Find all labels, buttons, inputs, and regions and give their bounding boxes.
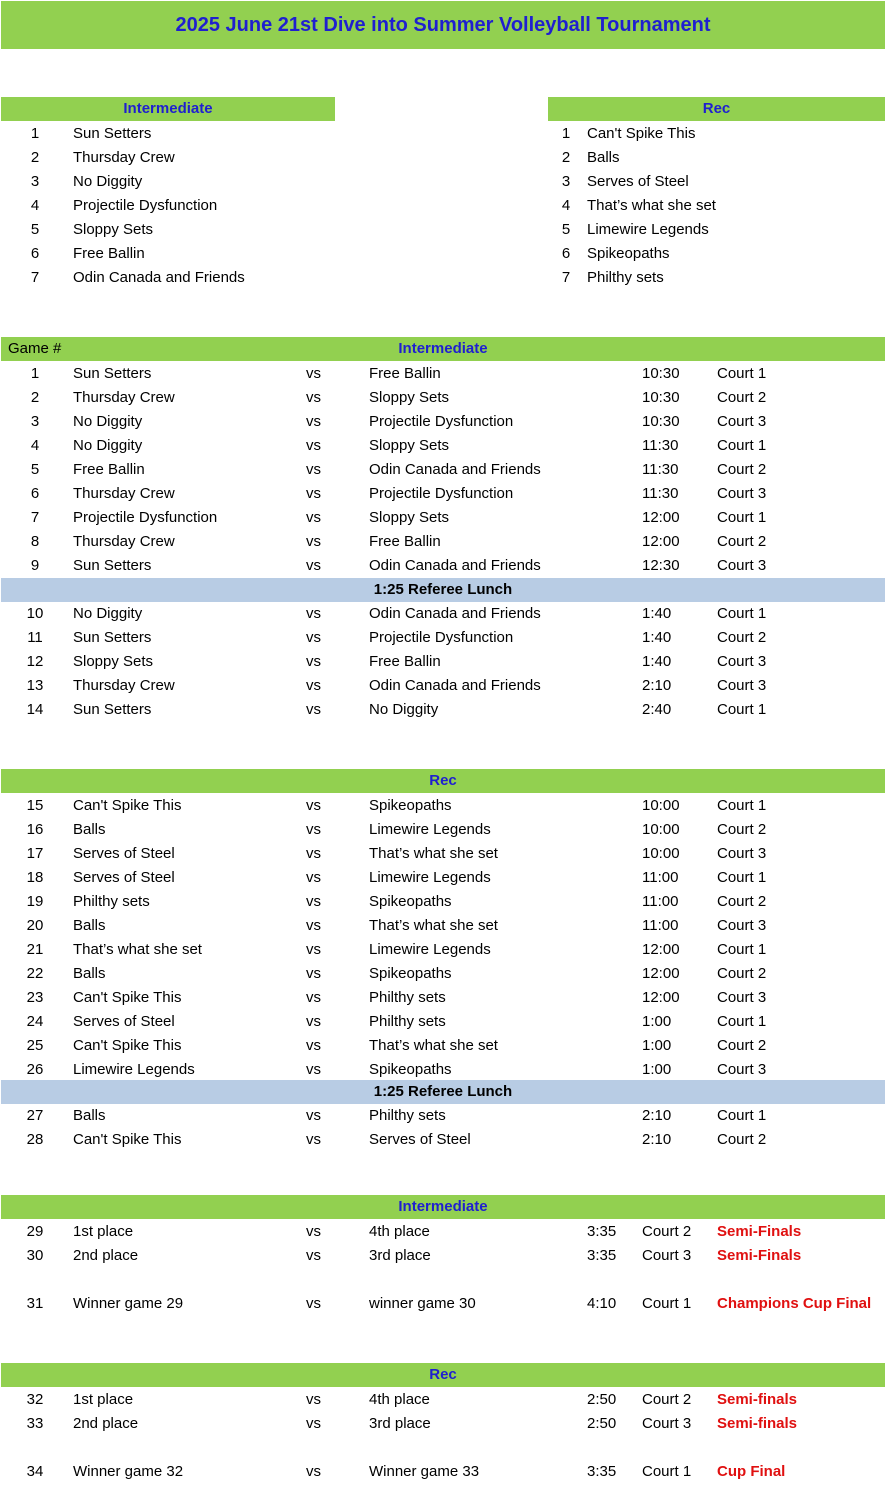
game-row [0, 650, 885, 674]
team-b: Projectile Dysfunction [369, 413, 514, 430]
game-time: 3:35 [587, 1223, 617, 1240]
vs-label: vs [306, 941, 321, 958]
game-time: 1:40 [642, 605, 672, 622]
page-title: 2025 June 21st Dive into Summer Volleyball Tournament [1, 1, 885, 49]
vs-label: vs [306, 821, 321, 838]
game-time: 10:00 [642, 797, 680, 814]
team-b: Spikeopaths [369, 797, 452, 814]
game-row [0, 1128, 885, 1152]
game-row [0, 962, 885, 986]
game-court: Court 2 [717, 1131, 767, 1148]
team-a: Thursday Crew [73, 485, 175, 502]
team-b: Odin Canada and Friends [369, 605, 541, 622]
game-time: 11:30 [642, 485, 679, 502]
game-number: 29 [26, 1223, 44, 1240]
team-b: 3rd place [369, 1247, 431, 1264]
round-label: Semi-Finals [717, 1223, 802, 1240]
intermediate-lunch-band: 1:25 Referee Lunch [1, 578, 885, 602]
team-number: 3 [30, 173, 40, 190]
game-row [0, 1010, 885, 1034]
team-b: Limewire Legends [369, 821, 491, 838]
game-time: 11:30 [642, 461, 679, 478]
game-court: Court 3 [717, 485, 767, 502]
team-b: Sloppy Sets [369, 437, 450, 454]
game-time: 3:35 [587, 1247, 617, 1264]
game-number: 34 [26, 1463, 44, 1480]
game-number: 4 [30, 437, 40, 454]
team-name: Spikeopaths [587, 245, 670, 262]
game-court: Court 2 [642, 1391, 692, 1408]
game-row [0, 818, 885, 842]
team-number: 3 [561, 173, 571, 190]
vs-label: vs [306, 797, 321, 814]
rec-schedule-header: Rec [1, 769, 885, 793]
vs-label: vs [306, 389, 321, 406]
rec-team-row [0, 122, 885, 146]
game-row [0, 1058, 885, 1082]
team-name: That’s what she set [587, 197, 716, 214]
game-court: Court 2 [642, 1223, 692, 1240]
game-row [0, 938, 885, 962]
round-label: Champions Cup Final [717, 1295, 872, 1312]
game-time: 2:50 [587, 1391, 617, 1408]
game-time: 12:00 [642, 533, 680, 550]
rec-team-row [0, 194, 885, 218]
team-number: 2 [30, 149, 40, 166]
team-number: 1 [561, 125, 571, 142]
game-row [0, 1220, 885, 1244]
team-b: Free Ballin [369, 365, 441, 382]
rec-team-row [0, 218, 885, 242]
game-number: 15 [26, 797, 44, 814]
game-court: Court 3 [717, 557, 767, 574]
team-b: Projectile Dysfunction [369, 485, 514, 502]
team-name: No Diggity [73, 173, 143, 190]
game-time: 3:35 [587, 1463, 617, 1480]
rec-teams-header: Rec [548, 97, 885, 121]
game-row [0, 602, 885, 626]
game-court: Court 1 [717, 509, 767, 526]
team-number: 4 [561, 197, 571, 214]
vs-label: vs [306, 1131, 321, 1148]
game-time: 1:00 [642, 1061, 672, 1078]
game-row [0, 866, 885, 890]
vs-label: vs [306, 1391, 321, 1408]
team-a: Limewire Legends [73, 1061, 195, 1078]
game-time: 10:00 [642, 845, 680, 862]
vs-label: vs [306, 989, 321, 1006]
game-row [0, 1292, 885, 1316]
team-a: Can't Spike This [73, 989, 182, 1006]
vs-label: vs [306, 1295, 321, 1312]
team-name: Free Ballin [73, 245, 145, 262]
game-number: 3 [30, 413, 40, 430]
team-number: 7 [30, 269, 40, 286]
game-number-label: Game # [8, 340, 62, 357]
team-a: Thursday Crew [73, 677, 175, 694]
team-a: Can't Spike This [73, 1131, 182, 1148]
intermediate-schedule-header [1, 337, 885, 361]
game-court: Court 3 [717, 653, 767, 670]
game-time: 11:00 [642, 917, 679, 934]
team-b: That’s what she set [369, 917, 498, 934]
team-b: Serves of Steel [369, 1131, 471, 1148]
vs-label: vs [306, 1247, 321, 1264]
game-number: 20 [26, 917, 44, 934]
team-a: Sun Setters [73, 701, 152, 718]
game-court: Court 3 [717, 845, 767, 862]
intermediate-schedule-title: Intermediate [398, 340, 488, 357]
team-a: No Diggity [73, 413, 143, 430]
game-time: 10:30 [642, 413, 680, 430]
team-b: Philthy sets [369, 1013, 446, 1030]
game-court: Court 3 [717, 989, 767, 1006]
vs-label: vs [306, 557, 321, 574]
game-time: 1:00 [642, 1013, 672, 1030]
team-a: Projectile Dysfunction [73, 509, 218, 526]
rec-team-row [0, 266, 885, 290]
game-row [0, 386, 885, 410]
team-b: Winner game 33 [369, 1463, 480, 1480]
vs-label: vs [306, 677, 321, 694]
game-time: 12:00 [642, 509, 680, 526]
game-time: 1:40 [642, 653, 672, 670]
round-label: Semi-finals [717, 1415, 798, 1432]
round-label: Semi-Finals [717, 1247, 802, 1264]
team-a: Can't Spike This [73, 797, 182, 814]
team-name: Limewire Legends [587, 221, 709, 238]
game-court: Court 3 [717, 1061, 767, 1078]
game-time: 10:00 [642, 821, 680, 838]
team-a: Philthy sets [73, 893, 150, 910]
game-court: Court 1 [717, 605, 767, 622]
game-number: 23 [26, 989, 44, 1006]
game-time: 11:00 [642, 893, 679, 910]
game-court: Court 2 [717, 965, 767, 982]
team-a: Sun Setters [73, 557, 152, 574]
team-a: Can't Spike This [73, 1037, 182, 1054]
team-a: Winner game 32 [73, 1463, 184, 1480]
game-court: Court 2 [717, 533, 767, 550]
team-b: No Diggity [369, 701, 439, 718]
game-row [0, 914, 885, 938]
game-number: 30 [26, 1247, 44, 1264]
game-number: 1 [30, 365, 40, 382]
game-court: Court 3 [717, 917, 767, 934]
team-name: Philthy sets [587, 269, 664, 286]
game-row [0, 1412, 885, 1436]
game-number: 7 [30, 509, 40, 526]
team-a: No Diggity [73, 437, 143, 454]
team-a: Sun Setters [73, 629, 152, 646]
team-b: Spikeopaths [369, 965, 452, 982]
team-a: Balls [73, 917, 106, 934]
game-court: Court 2 [717, 821, 767, 838]
game-court: Court 1 [717, 1107, 767, 1124]
rec-playoffs-header: Rec [1, 1363, 885, 1387]
vs-label: vs [306, 461, 321, 478]
game-number: 21 [26, 941, 44, 958]
game-row [0, 842, 885, 866]
game-number: 17 [26, 845, 44, 862]
game-number: 27 [26, 1107, 44, 1124]
team-b: Spikeopaths [369, 893, 452, 910]
vs-label: vs [306, 509, 321, 526]
vs-label: vs [306, 701, 321, 718]
game-row [0, 794, 885, 818]
vs-label: vs [306, 1415, 321, 1432]
team-b: Philthy sets [369, 1107, 446, 1124]
game-time: 2:10 [642, 1107, 672, 1124]
vs-label: vs [306, 1061, 321, 1078]
game-time: 2:40 [642, 701, 672, 718]
vs-label: vs [306, 485, 321, 502]
game-number: 6 [30, 485, 40, 502]
game-number: 14 [26, 701, 44, 718]
game-number: 8 [30, 533, 40, 550]
game-time: 12:30 [642, 557, 680, 574]
game-time: 2:10 [642, 1131, 672, 1148]
team-number: 5 [561, 221, 571, 238]
team-b: Philthy sets [369, 989, 446, 1006]
game-time: 1:00 [642, 1037, 672, 1054]
game-row [0, 1460, 885, 1484]
team-name: Sloppy Sets [73, 221, 154, 238]
team-name: Serves of Steel [587, 173, 689, 190]
team-a: Thursday Crew [73, 389, 175, 406]
vs-label: vs [306, 1463, 321, 1480]
team-number: 4 [30, 197, 40, 214]
team-a: Winner game 29 [73, 1295, 184, 1312]
intermediate-teams-header: Intermediate [1, 97, 335, 121]
team-b: Sloppy Sets [369, 509, 450, 526]
game-row [0, 1034, 885, 1058]
team-name: Projectile Dysfunction [73, 197, 218, 214]
game-row [0, 362, 885, 386]
game-court: Court 2 [717, 461, 767, 478]
rec-lunch-band: 1:25 Referee Lunch [1, 1080, 885, 1104]
game-time: 12:00 [642, 965, 680, 982]
team-a: No Diggity [73, 605, 143, 622]
vs-label: vs [306, 869, 321, 886]
team-b: Limewire Legends [369, 941, 491, 958]
team-name: Thursday Crew [73, 149, 175, 166]
game-number: 25 [26, 1037, 44, 1054]
game-number: 13 [26, 677, 44, 694]
team-a: Serves of Steel [73, 869, 175, 886]
game-number: 26 [26, 1061, 44, 1078]
team-b: 4th place [369, 1391, 430, 1408]
game-court: Court 2 [717, 629, 767, 646]
vs-label: vs [306, 893, 321, 910]
team-a: 1st place [73, 1223, 134, 1240]
game-court: Court 1 [642, 1463, 692, 1480]
game-court: Court 3 [642, 1247, 692, 1264]
game-row [0, 890, 885, 914]
team-a: Balls [73, 821, 106, 838]
game-court: Court 3 [642, 1415, 692, 1432]
team-b: Odin Canada and Friends [369, 677, 541, 694]
game-number: 32 [26, 1391, 44, 1408]
vs-label: vs [306, 1107, 321, 1124]
game-time: 11:30 [642, 437, 679, 454]
intermediate-playoffs-header: Intermediate [1, 1195, 885, 1219]
game-court: Court 1 [642, 1295, 692, 1312]
game-number: 24 [26, 1013, 44, 1030]
team-number: 6 [30, 245, 40, 262]
game-court: Court 1 [717, 701, 767, 718]
game-time: 4:10 [587, 1295, 617, 1312]
game-row [0, 698, 885, 722]
team-a: Thursday Crew [73, 533, 175, 550]
game-row [0, 1104, 885, 1128]
team-a: Balls [73, 965, 106, 982]
vs-label: vs [306, 965, 321, 982]
game-row [0, 482, 885, 506]
team-b: Odin Canada and Friends [369, 461, 541, 478]
game-court: Court 3 [717, 413, 767, 430]
vs-label: vs [306, 1013, 321, 1030]
rec-team-row [0, 146, 885, 170]
vs-label: vs [306, 917, 321, 934]
team-a: Sloppy Sets [73, 653, 154, 670]
game-row [0, 1388, 885, 1412]
team-name: Sun Setters [73, 125, 152, 142]
team-number: 7 [561, 269, 571, 286]
team-number: 5 [30, 221, 40, 238]
team-b: 4th place [369, 1223, 430, 1240]
team-b: Projectile Dysfunction [369, 629, 514, 646]
game-number: 31 [26, 1295, 44, 1312]
team-b: Odin Canada and Friends [369, 557, 541, 574]
team-name: Balls [587, 149, 620, 166]
rec-team-row [0, 170, 885, 194]
game-row [0, 530, 885, 554]
game-time: 2:10 [642, 677, 672, 694]
game-number: 9 [30, 557, 40, 574]
round-label: Semi-finals [717, 1391, 798, 1408]
team-a: Sun Setters [73, 365, 152, 382]
team-a: 2nd place [73, 1247, 139, 1264]
vs-label: vs [306, 605, 321, 622]
game-number: 12 [26, 653, 44, 670]
team-b: Spikeopaths [369, 1061, 452, 1078]
vs-label: vs [306, 653, 321, 670]
game-time: 1:40 [642, 629, 672, 646]
team-a: That’s what she set [73, 941, 202, 958]
game-row [0, 506, 885, 530]
game-court: Court 1 [717, 1013, 767, 1030]
game-row [0, 434, 885, 458]
game-number: 5 [30, 461, 40, 478]
game-number: 19 [26, 893, 44, 910]
game-number: 22 [26, 965, 44, 982]
team-b: That’s what she set [369, 1037, 498, 1054]
vs-label: vs [306, 1223, 321, 1240]
game-time: 10:30 [642, 389, 680, 406]
team-name: Can't Spike This [587, 125, 696, 142]
game-court: Court 3 [717, 677, 767, 694]
team-number: 6 [561, 245, 571, 262]
rec-team-row [0, 242, 885, 266]
vs-label: vs [306, 365, 321, 382]
game-row [0, 986, 885, 1010]
team-b: Free Ballin [369, 533, 441, 550]
team-name: Odin Canada and Friends [73, 269, 245, 286]
game-row [0, 1244, 885, 1268]
game-time: 12:00 [642, 941, 680, 958]
vs-label: vs [306, 533, 321, 550]
game-court: Court 2 [717, 893, 767, 910]
team-b: That’s what she set [369, 845, 498, 862]
game-row [0, 410, 885, 434]
team-a: Balls [73, 1107, 106, 1124]
game-number: 28 [26, 1131, 44, 1148]
team-b: Sloppy Sets [369, 389, 450, 406]
game-number: 33 [26, 1415, 44, 1432]
team-a: 1st place [73, 1391, 134, 1408]
vs-label: vs [306, 845, 321, 862]
round-label: Cup Final [717, 1463, 786, 1480]
game-court: Court 2 [717, 1037, 767, 1054]
team-b: Limewire Legends [369, 869, 491, 886]
game-row [0, 626, 885, 650]
team-b: winner game 30 [369, 1295, 476, 1312]
game-court: Court 2 [717, 389, 767, 406]
game-time: 12:00 [642, 989, 680, 1006]
game-court: Court 1 [717, 869, 767, 886]
game-row [0, 674, 885, 698]
game-number: 18 [26, 869, 44, 886]
game-number: 10 [26, 605, 44, 622]
team-a: Free Ballin [73, 461, 145, 478]
team-number: 2 [561, 149, 571, 166]
vs-label: vs [306, 413, 321, 430]
game-court: Court 1 [717, 365, 767, 382]
vs-label: vs [306, 437, 321, 454]
team-b: Free Ballin [369, 653, 441, 670]
team-a: 2nd place [73, 1415, 139, 1432]
game-court: Court 1 [717, 797, 767, 814]
game-row [0, 458, 885, 482]
game-time: 2:50 [587, 1415, 617, 1432]
vs-label: vs [306, 1037, 321, 1054]
game-number: 2 [30, 389, 40, 406]
game-number: 16 [26, 821, 44, 838]
game-number: 11 [27, 629, 43, 646]
vs-label: vs [306, 629, 321, 646]
game-court: Court 1 [717, 437, 767, 454]
team-number: 1 [30, 125, 40, 142]
game-time: 11:00 [642, 869, 679, 886]
team-a: Serves of Steel [73, 1013, 175, 1030]
team-b: 3rd place [369, 1415, 431, 1432]
game-row [0, 554, 885, 578]
team-a: Serves of Steel [73, 845, 175, 862]
game-court: Court 1 [717, 941, 767, 958]
game-time: 10:30 [642, 365, 680, 382]
